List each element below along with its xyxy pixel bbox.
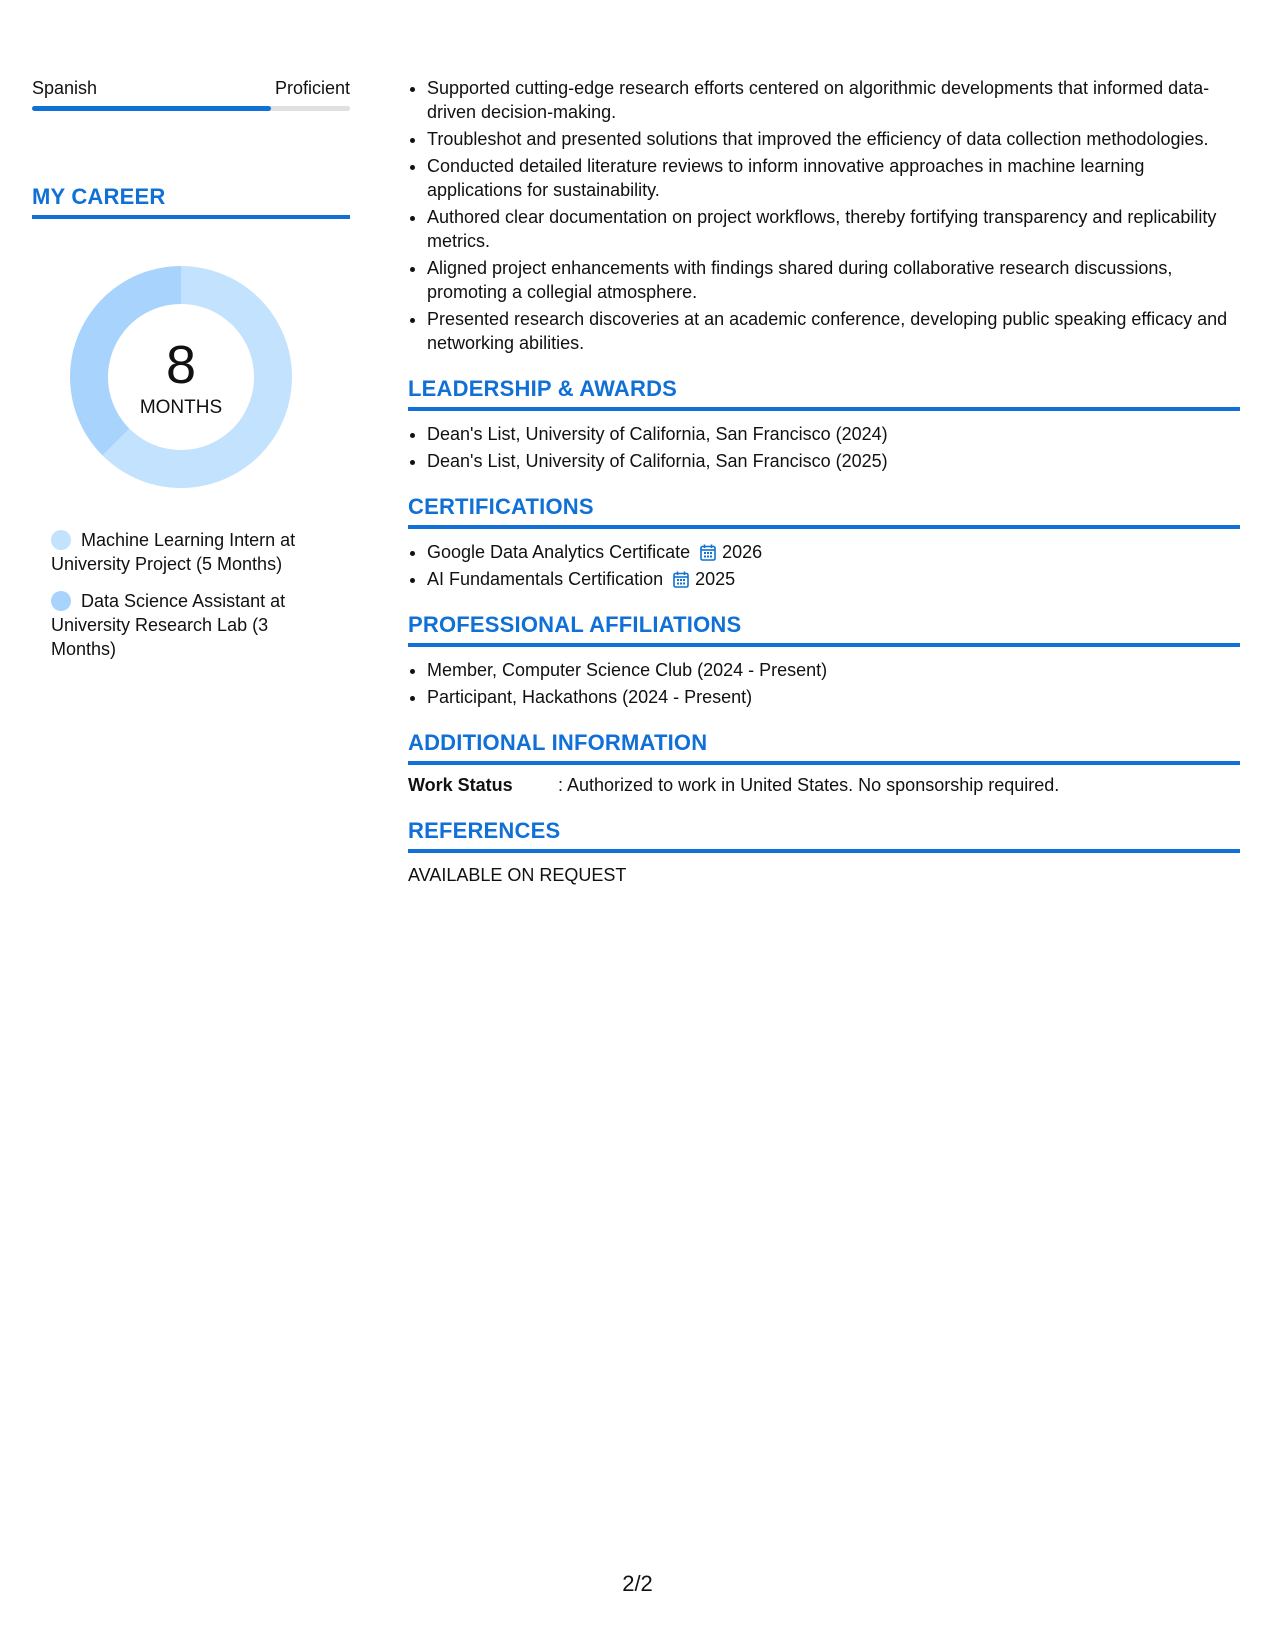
certifications-heading: CERTIFICATIONS — [408, 494, 594, 519]
section-divider — [408, 407, 1240, 411]
page-number: 2/2 — [622, 1571, 653, 1596]
references-text: AVAILABLE ON REQUEST — [408, 865, 627, 885]
affiliations-heading: PROFESSIONAL AFFILIATIONS — [408, 612, 742, 637]
certification-year: 2025 — [695, 569, 736, 589]
legend-item — [51, 528, 321, 576]
affiliation-item: • Participant, Hackathons (2024 - Present) — [427, 685, 1240, 709]
right-column — [408, 76, 1240, 887]
section-divider — [408, 761, 1240, 765]
references-section — [408, 817, 1240, 887]
leadership-item: • Dean's List, University of California, San Francisco (2024) — [427, 422, 1240, 446]
leadership-item: • Dean's List, University of California, San Francisco (2025) — [427, 449, 1240, 473]
additional-info-section — [408, 729, 1240, 797]
leadership-list — [408, 422, 1240, 473]
legend-dot-icon — [51, 591, 71, 611]
experience-bullet-list — [408, 76, 1240, 355]
legend-label: Machine Learning Intern at University Project (5 Months) — [51, 530, 296, 574]
affiliations-section — [408, 611, 1240, 709]
legend-dot-icon — [51, 530, 71, 550]
additional-info-heading: ADDITIONAL INFORMATION — [408, 730, 708, 755]
certifications-section — [408, 493, 1240, 591]
section-divider — [408, 525, 1240, 529]
language-proficiency-bar — [32, 106, 350, 111]
certification-year: 2026 — [722, 542, 763, 562]
work-status-label: Work Status — [408, 775, 513, 795]
legend-item — [51, 589, 321, 661]
calendar-icon — [700, 544, 716, 561]
language-proficiency-fill — [32, 106, 271, 111]
leadership-heading: LEADERSHIP & AWARDS — [408, 376, 678, 401]
certification-item — [427, 540, 1240, 564]
donut-center-label — [66, 262, 296, 492]
language-level: Proficient — [274, 78, 350, 98]
work-status-value: : Authorized to work in United States. No sponsorship required. — [558, 775, 1060, 795]
language-name: Spanish — [32, 78, 98, 98]
work-status-row — [408, 773, 1240, 797]
career-section — [32, 183, 350, 219]
experience-bullet: • Authored clear documentation on project workflows, thereby fortifying transparency and replicability metrics. — [427, 205, 1240, 253]
certifications-list — [408, 540, 1240, 591]
legend-label: Data Science Assistant at University Research Lab (3 Months) — [51, 591, 286, 659]
certification-item — [427, 567, 1240, 591]
section-divider — [408, 849, 1240, 853]
affiliations-list — [408, 658, 1240, 709]
left-column — [32, 76, 350, 674]
experience-bullet: • Troubleshot and presented solutions that improved the efficiency of data collection methodologies. — [427, 127, 1240, 151]
affiliation-item: • Member, Computer Science Club (2024 - Present) — [427, 658, 1240, 682]
experience-bullet: • Aligned project enhancements with findings shared during collaborative research discussions, promoting a collegial atmosphere. — [427, 256, 1240, 304]
career-heading: MY CAREER — [32, 184, 166, 209]
experience-bullet: • Supported cutting-edge research efforts centered on algorithmic developments that informed data-driven decision-making. — [427, 76, 1240, 124]
experience-bullet: • Conducted detailed literature reviews to inform innovative approaches in machine learning applications for sustainability. — [427, 154, 1240, 202]
career-total-months: 8 — [165, 335, 197, 395]
references-heading: REFERENCES — [408, 818, 561, 843]
career-total-unit: MONTHS — [139, 397, 223, 418]
certification-name: Google Data Analytics Certificate — [427, 542, 691, 562]
section-divider — [408, 643, 1240, 647]
career-legend — [51, 528, 321, 661]
section-divider — [32, 215, 350, 219]
language-row — [32, 76, 350, 100]
experience-bullet: • Presented research discoveries at an academic conference, developing public speaking efficacy and networking abilities. — [427, 307, 1240, 355]
leadership-section — [408, 375, 1240, 473]
certification-name: AI Fundamentals Certification — [427, 569, 664, 589]
calendar-icon — [673, 571, 689, 588]
career-donut-chart — [66, 262, 296, 492]
